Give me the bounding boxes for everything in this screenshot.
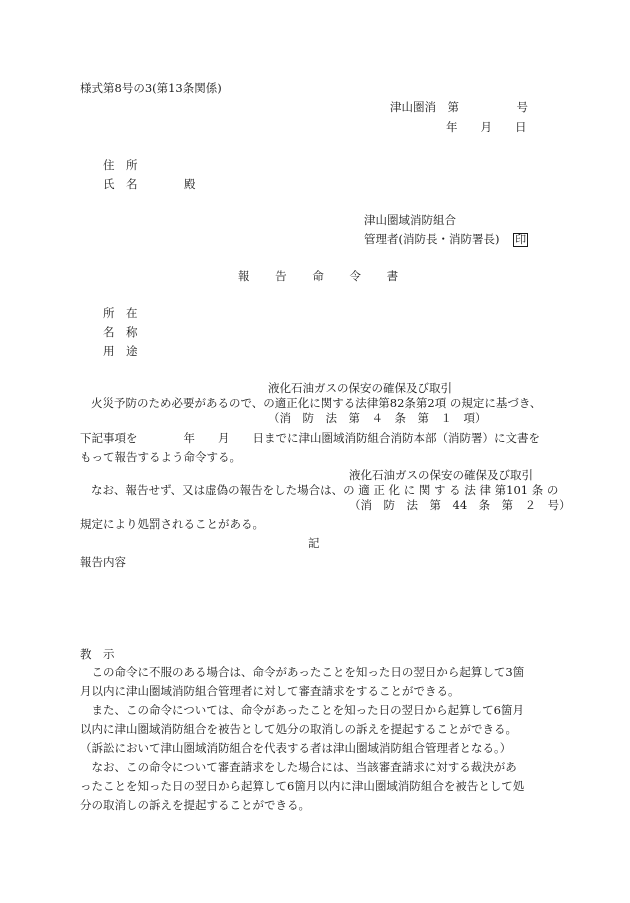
honorific: 殿 <box>184 177 196 191</box>
notice-heading: 教 示 <box>80 647 115 661</box>
title-char: 告 <box>275 269 287 283</box>
object-location-label: 所 在 <box>103 306 138 320</box>
clause1-line2: 下記事項を 年 月 日までに津山圏域消防組合消防本部（消防署）に文書を <box>80 431 540 445</box>
title-char: 命 <box>312 269 324 283</box>
form-number: 様式第8号の3(第13条関係) <box>80 81 222 95</box>
clause2-law-option-top: 液化石油ガスの保安の確保及び取引 <box>349 468 533 482</box>
ki-heading: 記 <box>308 536 320 550</box>
object-use-label: 用 途 <box>103 344 138 358</box>
document-number: 津山圏消 第 号 <box>390 100 528 114</box>
clause2-main-line: なお、報告せず、又は虚偽の報告をした場合は、の 適 正 化 に 関 す る 法 律 第101 条 の <box>91 483 559 497</box>
issuer-organization: 津山圏域消防組合 <box>364 213 456 227</box>
clause1-law-option-top: 液化石油ガスの保安の確保及び取引 <box>268 381 452 395</box>
report-content-label: 報告内容 <box>80 555 126 569</box>
recipient-name-label: 氏 名 <box>103 177 138 191</box>
clause1-line3: もって報告するよう命令する。 <box>80 450 241 464</box>
clause2-law-option-bottom: （消 防 法 第 44 条 第 ２ 号） <box>349 498 571 512</box>
title-char: 報 <box>238 269 250 283</box>
issue-date: 年 月 日 <box>446 120 527 134</box>
notice-paragraph-2: また、この命令については、命令があったことを知った日の翌日から起算して6箇月以内に津山圏域消防組合を被告として処分の取消しの訴えを提起することができる。（訴訟において津山圏域消防組合を代表する者は津山圏域消防組合管理者となる。） <box>80 703 524 755</box>
issuer-manager <box>364 232 528 247</box>
seal-mark: 印 <box>515 233 527 246</box>
notice-paragraph-3: なお、この命令について審査請求をした場合には、当該審査請求に対する裁決があったことを知った日の翌日から起算して6箇月以内に津山圏域消防組合を被告として処分の取消しの訴えを提起することができる。 <box>80 760 525 812</box>
issuer-manager-label: 管理者(消防長・消防署長) <box>364 232 500 246</box>
notice-paragraph-1: この命令に不服のある場合は、命令があったことを知った日の翌日から起算して3箇月以内に津山圏域消防組合管理者に対して審査請求をすることができる。 <box>80 665 525 698</box>
recipient-address-label: 住 所 <box>103 158 138 172</box>
clause1-main-line: 火災予防のため必要があるので、の適正化に関する法律第82条第2項 の規定に基づき、 <box>91 396 542 410</box>
title-char: 令 <box>349 269 361 283</box>
object-name-label: 名 称 <box>103 325 138 339</box>
clause2-line2: 規定により処罰されることがある。 <box>80 517 264 531</box>
clause1-law-option-bottom: （消 防 法 第 ４ 条 第 １ 項） <box>268 411 487 425</box>
document-title <box>238 269 420 283</box>
title-char: 書 <box>386 269 399 283</box>
